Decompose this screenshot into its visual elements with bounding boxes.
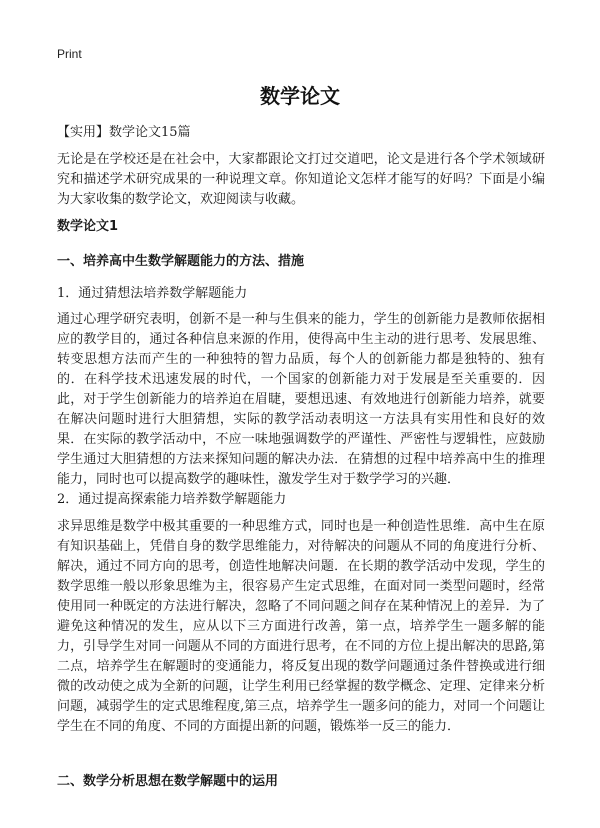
article-heading: 数学论文1 bbox=[57, 219, 119, 234]
subsection-heading-1: 1．通过猜想法培养数学解题能力 bbox=[57, 286, 248, 301]
subsection-body-1: 通过心理学研究表明，创新不是一种与生俱来的能力，学生的创新能力是教师依据相应的教学目的，通过各种信息来源的作用，使得高中生主动的进行思考、发展思维、转变思想方法而产生的一种独特的智力品质，每个人的创新能力都是独特的、独有的．在科学技术迅速发展的时代，一个国家的创新能力对于发展是至关重要的．因此，对于学生创新能力的培养迫在眉睫，要想迅速、有效地进行创新能力培养，就要在解决问题时进行大胆猜想，实际的教学活动表明这一方法具有实用性和良好的效果．在实际的教学活动中，不应一味地强调数学的严谨性、严密性与逻辑性，应鼓励学生通过大胆猜想的方法来探知问题的解决办法．在猜想的过程中培养高中生的推理能力，同时也可以提高数学的趣味性，激发学生对于数学学习的兴趣． bbox=[57, 312, 545, 487]
subsection-heading-2: 2．通过提高探索能力培养数学解题能力 bbox=[57, 492, 287, 507]
document-title: 数学论文 bbox=[260, 84, 340, 108]
subsection-body-2: 求异思维是数学中极其重要的一种思维方式，同时也是一种创造性思维．高中生在原有知识基础上，凭借自身的数学思维能力，对待解决的问题从不同的角度进行分析、解决，通过不同方向的思考，创造性地解决问题．在长期的教学活动中发现，学生的数学思维一般以形象思维为主，很容易产生定式思维，在面对同一类型问题时，经常使用同一种既定的方法进行解决，忽略了不同问题之间存在某种情况上的差异．为了避免这种情况的发生，应从以下三方面进行改善，第一点，培养学生一题多解的能力，引导学生对同一问题从不同的方面进行思考，在不同的方位上提出解决的思路,第二点，培养学生在解题时的变通能力，将反复出现的数学问题通过条件替换或进行细微的改动使之成为全新的问题，让学生利用已经掌握的数学概念、定理、定律来分析问题，减弱学生的定式思维程度,第三点，培养学生一题多问的能力，对同一个问题让学生在不同的角度、不同的方面提出新的问题，锻炼举一反三的能力． bbox=[57, 519, 545, 734]
section-heading-2: 二、数学分析思想在数学解题中的运用 bbox=[57, 774, 279, 789]
intro-paragraph: 无论是在学校还是在社会中，大家都跟论文打过交道吧，论文是进行各个学术领域研究和描述学术研究成果的一种说理文章。你知道论文怎样才能写的好吗？下面是小编为大家收集的数学论文，欢迎阅读与收藏。 bbox=[57, 152, 545, 207]
section-heading-1: 一、培养高中生数学解题能力的方法、措施 bbox=[57, 254, 305, 269]
document-subtitle: 【实用】数学论文15篇 bbox=[57, 125, 191, 140]
print-label: Print bbox=[57, 47, 82, 61]
